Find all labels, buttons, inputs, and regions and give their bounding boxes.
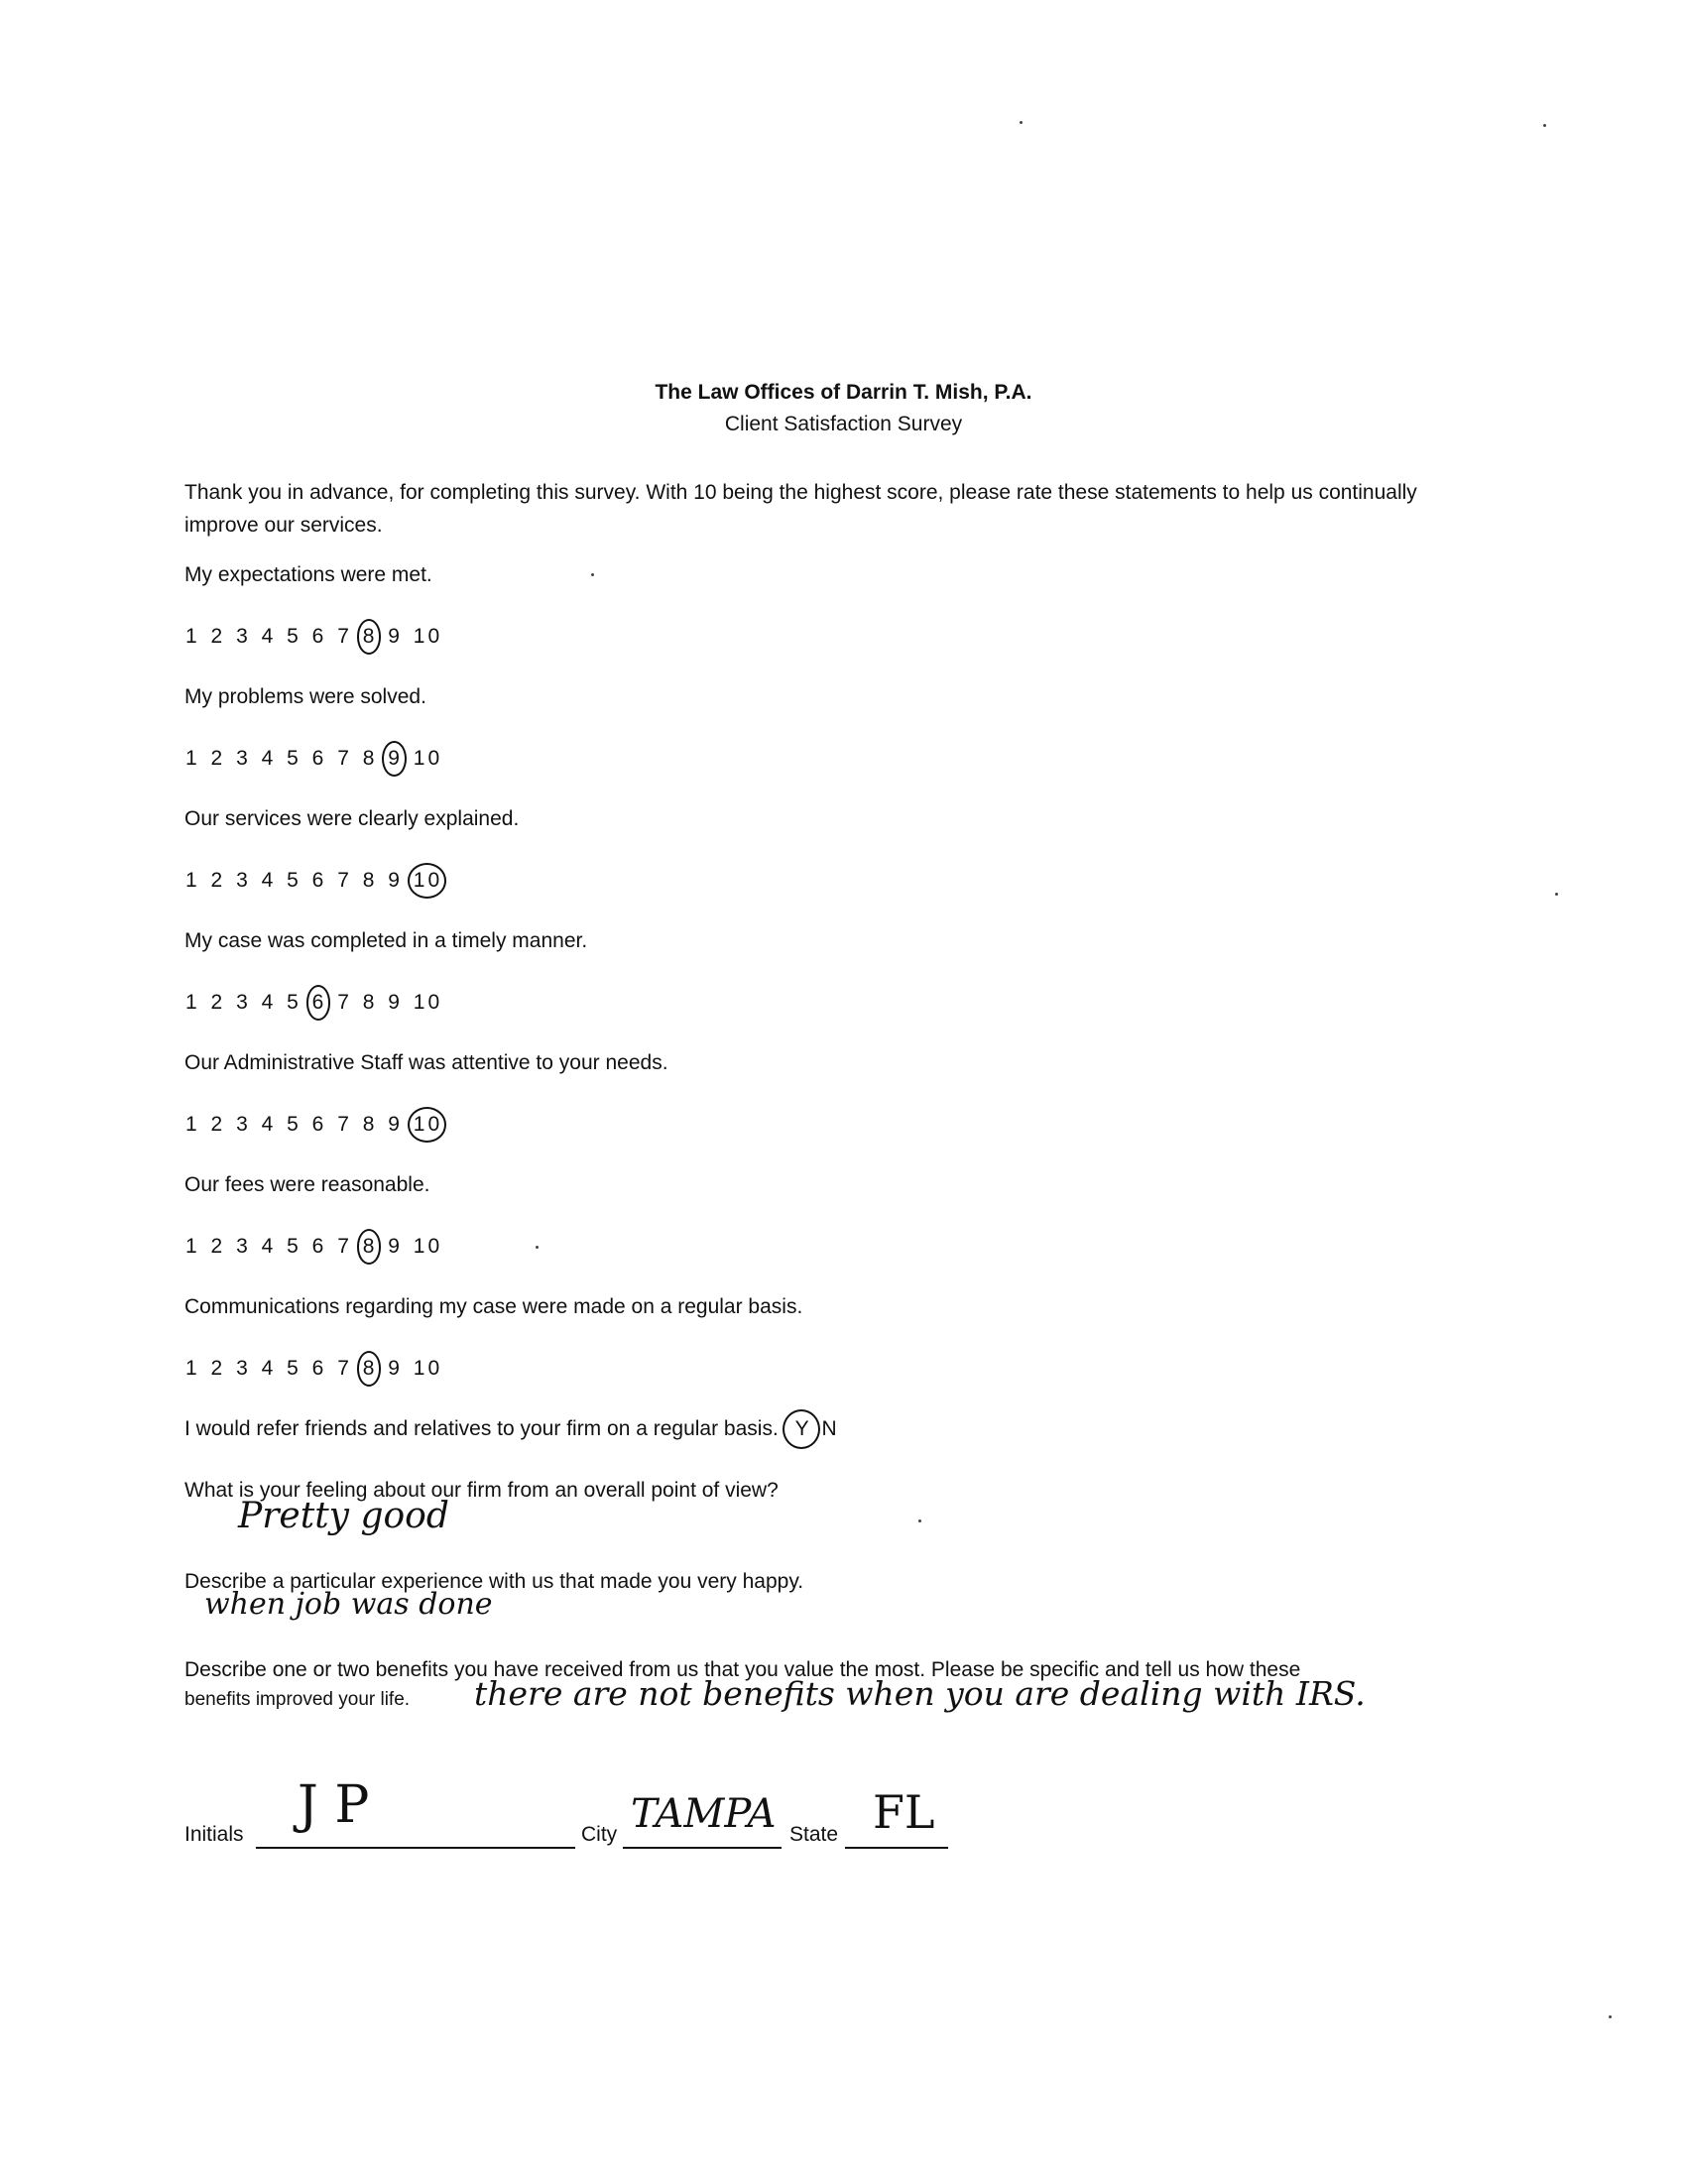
scan-speck <box>1555 893 1558 896</box>
rating-option-2[interactable]: 2 <box>210 1235 226 1258</box>
referral-choice[interactable] <box>792 1417 839 1441</box>
scan-speck <box>1020 121 1023 124</box>
rating-option-6[interactable]: 6 <box>311 1113 327 1136</box>
rating-option-1[interactable]: 1 <box>185 1357 200 1380</box>
rating-scale[interactable] <box>184 1357 443 1381</box>
rating-option-10[interactable]: 10 <box>413 747 443 770</box>
scan-speck <box>1609 2015 1612 2018</box>
city-line <box>623 1847 782 1849</box>
answer-overall-feeling[interactable]: Pretty good <box>238 1496 449 1536</box>
rating-scale[interactable] <box>184 1113 443 1137</box>
rating-option-5[interactable]: 5 <box>287 1235 301 1258</box>
scan-speck <box>918 1519 921 1522</box>
initials-value[interactable]: J P <box>298 1775 370 1835</box>
rating-option-1[interactable]: 1 <box>185 747 200 770</box>
rating-option-6[interactable]: 6 <box>311 1357 327 1380</box>
rating-option-2[interactable]: 2 <box>210 869 226 892</box>
rating-option-3[interactable]: 3 <box>236 747 251 770</box>
rating-option-7[interactable]: 7 <box>337 991 352 1014</box>
rating-option-5[interactable]: 5 <box>287 1357 301 1380</box>
rating-option-3[interactable]: 3 <box>236 625 251 648</box>
rating-option-1[interactable]: 1 <box>185 991 200 1014</box>
question-benefits-line1: Describe one or two benefits you have received from us that you value the most. Please be specific and tell us how these <box>184 1658 1301 1681</box>
rating-option-10[interactable]: 10 <box>413 1235 443 1258</box>
rating-option-5[interactable]: 5 <box>287 1113 301 1136</box>
rating-option-8[interactable]: 8 <box>362 869 378 892</box>
rating-option-7[interactable]: 7 <box>337 1357 352 1380</box>
question-admin-staff: Our Administrative Staff was attentive to your needs. <box>184 1051 668 1074</box>
rating-option-10[interactable]: 10 <box>413 1113 443 1136</box>
rating-option-3[interactable]: 3 <box>236 1235 251 1258</box>
rating-option-6[interactable]: 6 <box>311 991 327 1014</box>
state-line <box>845 1847 948 1849</box>
rating-option-4[interactable]: 4 <box>261 869 277 892</box>
rating-scale[interactable] <box>184 991 443 1015</box>
question-expectations: My expectations were met. <box>184 563 432 586</box>
rating-option-2[interactable]: 2 <box>210 991 226 1014</box>
rating-option-3[interactable]: 3 <box>236 1113 251 1136</box>
rating-scale[interactable] <box>184 1235 443 1259</box>
rating-option-8[interactable]: 8 <box>362 747 378 770</box>
rating-option-10[interactable]: 10 <box>413 991 443 1014</box>
rating-option-4[interactable]: 4 <box>261 991 277 1014</box>
rating-option-4[interactable]: 4 <box>261 1113 277 1136</box>
rating-option-10[interactable]: 10 <box>413 625 443 648</box>
rating-option-7[interactable]: 7 <box>337 869 352 892</box>
question-happy-experience: Describe a particular experience with us that made you very happy. <box>184 1570 804 1593</box>
rating-option-5[interactable]: 5 <box>287 991 301 1014</box>
scan-speck <box>1543 124 1546 127</box>
initials-line <box>256 1847 575 1849</box>
answer-happy-experience[interactable]: when job was done <box>204 1587 493 1622</box>
rating-option-5[interactable]: 5 <box>287 747 301 770</box>
referral-yes[interactable]: Y <box>792 1417 814 1441</box>
question-services-explained: Our services were clearly explained. <box>184 807 520 830</box>
rating-option-1[interactable]: 1 <box>185 1235 200 1258</box>
rating-option-3[interactable]: 3 <box>236 1357 251 1380</box>
state-value[interactable]: FL <box>873 1785 935 1839</box>
rating-option-4[interactable]: 4 <box>261 1235 277 1258</box>
rating-option-1[interactable]: 1 <box>185 1113 200 1136</box>
rating-option-9[interactable]: 9 <box>388 747 403 770</box>
rating-option-9[interactable]: 9 <box>388 1235 403 1258</box>
rating-option-7[interactable]: 7 <box>337 1113 352 1136</box>
rating-option-8[interactable]: 8 <box>362 991 378 1014</box>
question-benefits-line2: benefits improved your life. <box>184 1689 411 1710</box>
answer-benefits[interactable]: there are not benefits when you are dealing with IRS. <box>474 1674 1366 1713</box>
rating-option-8[interactable]: 8 <box>362 1235 378 1258</box>
rating-scale[interactable] <box>184 869 443 893</box>
city-value[interactable]: TAMPA <box>631 1791 777 1837</box>
question-communications: Communications regarding my case were made on a regular basis. <box>184 1295 803 1318</box>
question-fees: Our fees were reasonable. <box>184 1173 430 1196</box>
rating-scale[interactable] <box>184 625 443 649</box>
referral-no[interactable]: N <box>821 1417 839 1440</box>
rating-option-7[interactable]: 7 <box>337 1235 352 1258</box>
question-timely-manner: My case was completed in a timely manner. <box>184 929 588 952</box>
rating-option-2[interactable]: 2 <box>210 625 226 648</box>
rating-option-9[interactable]: 9 <box>388 1357 403 1380</box>
rating-option-7[interactable]: 7 <box>337 747 352 770</box>
rating-option-6[interactable]: 6 <box>311 1235 327 1258</box>
rating-option-10[interactable]: 10 <box>413 869 443 892</box>
rating-option-9[interactable]: 9 <box>388 1113 403 1136</box>
initials-label: Initials <box>184 1823 244 1846</box>
rating-option-8[interactable]: 8 <box>362 625 378 648</box>
intro-text: Thank you in advance, for completing this survey. With 10 being the highest score, please rate these statements to help us continually improve our services. <box>184 481 1417 537</box>
rating-option-6[interactable]: 6 <box>311 625 327 648</box>
rating-option-5[interactable]: 5 <box>287 625 301 648</box>
city-label: City <box>581 1823 618 1846</box>
rating-option-2[interactable]: 2 <box>210 1113 226 1136</box>
rating-option-2[interactable]: 2 <box>210 747 226 770</box>
rating-option-9[interactable]: 9 <box>388 625 403 648</box>
rating-option-4[interactable]: 4 <box>261 1357 277 1380</box>
survey-title: Client Satisfaction Survey <box>724 413 963 435</box>
rating-option-4[interactable]: 4 <box>261 625 277 648</box>
rating-option-3[interactable]: 3 <box>236 991 251 1014</box>
scan-speck <box>536 1246 539 1249</box>
question-problems-solved: My problems were solved. <box>184 685 426 708</box>
rating-option-10[interactable]: 10 <box>413 1357 443 1380</box>
rating-option-8[interactable]: 8 <box>362 1357 378 1380</box>
rating-option-4[interactable]: 4 <box>261 747 277 770</box>
rating-option-9[interactable]: 9 <box>388 869 403 892</box>
state-label: State <box>789 1823 839 1846</box>
rating-option-3[interactable]: 3 <box>236 869 251 892</box>
scan-speck <box>591 573 594 576</box>
rating-option-2[interactable]: 2 <box>210 1357 226 1380</box>
rating-option-9[interactable]: 9 <box>388 991 403 1014</box>
rating-scale[interactable] <box>184 747 443 771</box>
rating-option-1[interactable]: 1 <box>185 625 200 648</box>
rating-option-8[interactable]: 8 <box>362 1113 378 1136</box>
referral-question-text: I would refer friends and relatives to your firm on a regular basis. <box>184 1417 779 1440</box>
firm-name: The Law Offices of Darrin T. Mish, P.A. <box>655 381 1032 404</box>
rating-option-1[interactable]: 1 <box>185 869 200 892</box>
rating-option-6[interactable]: 6 <box>311 747 327 770</box>
rating-option-7[interactable]: 7 <box>337 625 352 648</box>
question-overall-feeling: What is your feeling about our firm from an overall point of view? <box>184 1479 779 1502</box>
rating-option-5[interactable]: 5 <box>287 869 301 892</box>
rating-option-6[interactable]: 6 <box>311 869 327 892</box>
question-referral <box>184 1417 839 1441</box>
